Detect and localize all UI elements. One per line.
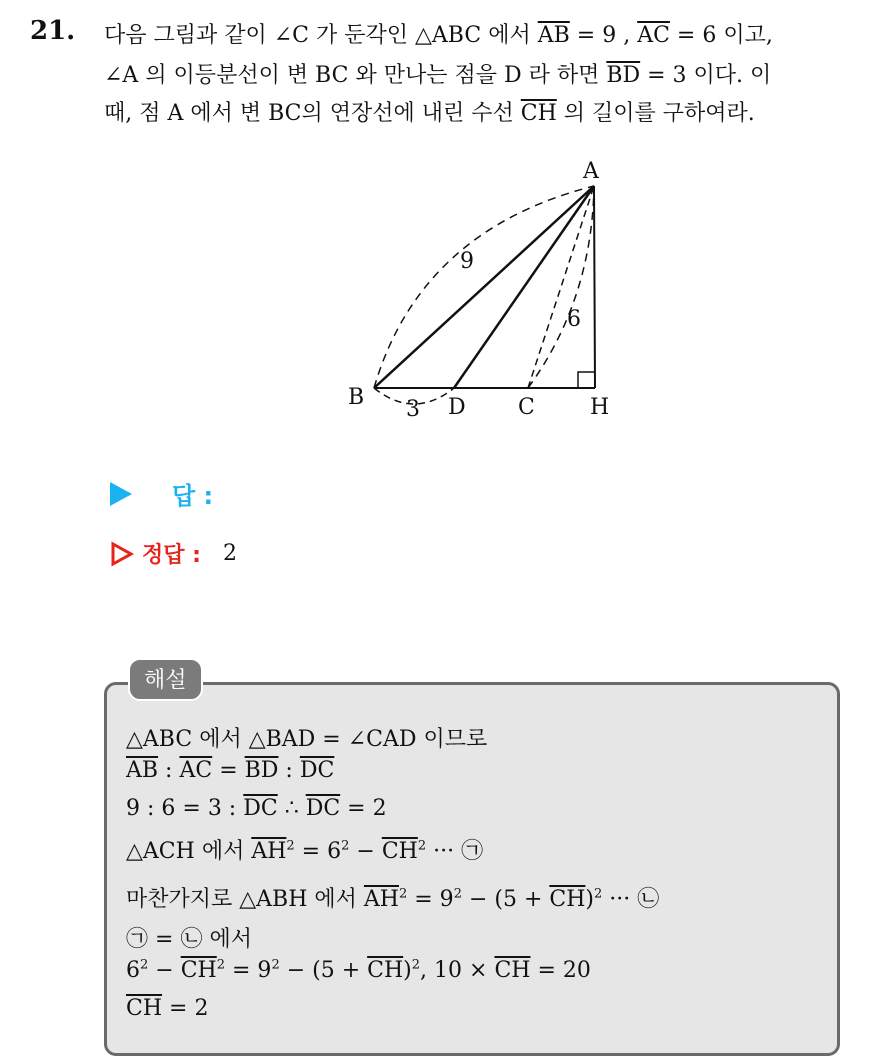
question-number: 21. [30,16,76,46]
label-b: B [348,385,365,410]
question-line-1: 다음 그림과 같이 ∠C 가 둔각인 △ABC 에서 $\overline{AB} = 9$ , $\overline{AC} = 6$ 이고, [104,23,773,48]
solution-line-3: 9 : 6 = 3 : $\overline{DC}$ ∴ $\overline{DC} = 2$ [126,796,387,821]
circled-giyeok: ㉠ [461,839,484,864]
solution-line-8: $\overline{CH} = 2$ [126,996,209,1021]
label-h: H [590,395,610,420]
answer-row [110,476,213,511]
circled-nieun: ㉡ [637,887,660,912]
solution-line-6: ㉠ = ㉡ 에서 [126,927,252,952]
correct-answer-row [110,538,237,569]
question-line-2: ∠A 의 이등분선이 변 BC 와 만나는 점을 D 라 하면 $\overline{BD} = 3$ 이다. 이 [104,63,772,88]
solution-line-2: $\overline{AB}$ : $\overline{AC} = \overline{BD}$ : $\overline{DC}$ [126,758,335,783]
label-a: A [583,159,599,184]
line-ah [594,186,595,388]
length-3: 3 [406,397,420,422]
right-angle-mark [578,372,595,388]
segment-ad [454,186,594,388]
solution-line-1: △ABC 에서 △BAD = ∠CAD 이므로 [126,727,488,752]
outline-triangle-icon [110,541,134,567]
solution-tag: 해설 [128,658,203,701]
question-line-3: 때, 점 A 에서 변 BC의 연장선에 내린 수선 $\overline{CH}$ 의 길이를 구하여라. [104,101,755,126]
solution-line-7: $6^2 - \overline{CH}^2 = 9^2 - (5 + \overline{CH})^2$, $10 \times \overline{CH} = 20$ [126,957,591,983]
length-9: 9 [460,249,474,274]
answer-label: 답 : [172,482,214,510]
correct-answer-value: 2 [222,541,237,566]
play-triangle-icon [110,482,132,506]
label-c: C [518,395,535,420]
correct-answer-label: 정답 : [142,543,201,568]
triangle-figure [330,150,630,430]
segment-ab [374,186,594,388]
solution-line-5: 마찬가지로 △ABH 에서 $\overline{AH}^2 = 9^2 - (5 + \overline{CH})^2$ ··· ㉡ [126,886,660,912]
length-6: 6 [567,307,581,332]
label-d: D [448,395,466,420]
solution-line-4: △ACH 에서 $\overline{AH}^2 = 6^2 - \overline{CH}^2$ ··· ㉠ [126,838,484,864]
